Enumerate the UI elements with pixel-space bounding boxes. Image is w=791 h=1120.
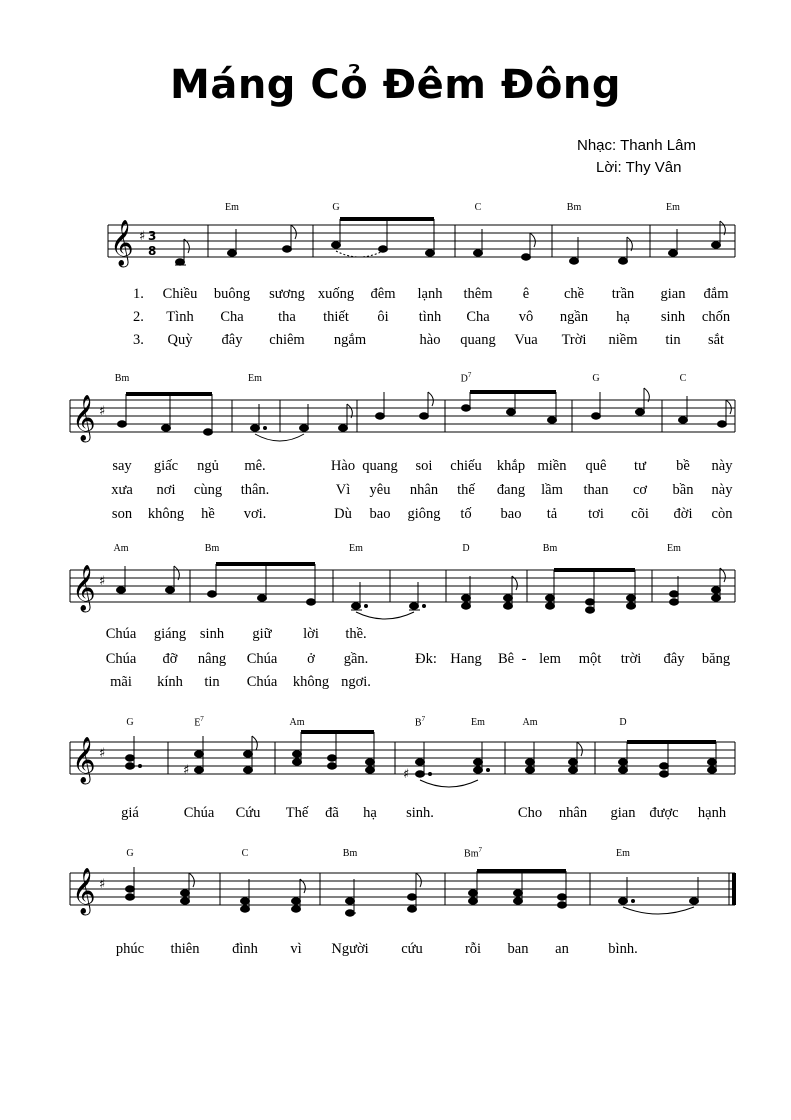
- lyric-syllable: tin: [204, 674, 220, 690]
- lyric-syllable: ôi: [377, 309, 389, 325]
- svg-text:♯: ♯: [139, 229, 146, 244]
- lyric-syllable: vì: [290, 941, 302, 957]
- lyric-syllable: đang: [496, 482, 526, 498]
- lyric-syllable: bề: [676, 458, 690, 474]
- music-credit: Nhạc: Thanh Lâm: [577, 137, 696, 154]
- lyric-syllable: đây: [663, 651, 685, 667]
- lyric-syllable: sinh: [660, 309, 686, 325]
- lyric-syllable: thiết: [323, 309, 349, 325]
- lyric-syllable: Tình: [166, 309, 194, 325]
- chord-symbol: Bm: [566, 202, 582, 213]
- chord-symbol: $E^7$: [194, 715, 204, 729]
- lyric-syllable: gian: [610, 805, 636, 821]
- chord-symbol: D: [462, 543, 470, 554]
- lyric-syllable: Người: [331, 941, 369, 957]
- lyric-syllable: này: [711, 458, 733, 474]
- lyric-syllable: yêu: [369, 482, 391, 498]
- chord-symbol: $D^7$: [460, 371, 472, 385]
- lyric-syllable: soi: [415, 458, 433, 474]
- lyric-syllable: phúc: [115, 941, 145, 957]
- lyric-syllable: Cho: [517, 805, 543, 821]
- lyric-syllable: Bê: [497, 651, 515, 667]
- lyric-syllable: mê.: [244, 458, 266, 474]
- lyric-syllable: Cha: [220, 309, 244, 325]
- lyric-syllable: quang: [460, 332, 496, 348]
- lyric-syllable: đình: [232, 941, 258, 957]
- chord-symbol: G: [332, 202, 340, 213]
- lyric-syllable: bình.: [608, 941, 638, 957]
- lyric-syllable: gian: [660, 286, 686, 302]
- svg-text:♯: ♯: [183, 763, 190, 778]
- chord-symbol: Am: [289, 717, 305, 728]
- lyric-syllable: đêm: [370, 286, 396, 302]
- lyric-syllable: tư: [634, 458, 646, 474]
- svg-text:♯: ♯: [99, 877, 106, 892]
- lyric-syllable: lem: [539, 651, 561, 667]
- lyric-syllable: nhân: [558, 805, 588, 821]
- lyric-syllable: tơi: [588, 506, 604, 522]
- song-title: Máng Cỏ Đêm Đông: [170, 62, 621, 108]
- lyric-syllable: Đk:: [415, 651, 437, 667]
- music-system-5: [0, 843, 791, 973]
- chord-symbol: Bm$^7$: [464, 846, 482, 860]
- lyric-syllable: thân.: [240, 482, 270, 498]
- lyric-syllable: đỡ: [162, 651, 178, 667]
- treble-clef-icon: 𝄞: [72, 737, 96, 783]
- lyric-syllable: cõi: [631, 506, 649, 522]
- lyric-syllable: sương: [269, 286, 305, 302]
- lyric-syllable: Dù: [334, 506, 352, 522]
- lyric-syllable: Chúa: [246, 651, 278, 667]
- chord-symbol: $B^7$: [414, 715, 426, 729]
- lyric-syllable: ngủ: [197, 458, 219, 474]
- lyric-syllable: giữ: [252, 626, 272, 642]
- svg-text:8: 8: [148, 244, 157, 258]
- lyric-syllable: này: [711, 482, 733, 498]
- lyric-syllable: bao: [369, 506, 391, 522]
- lyric-syllable: ban: [507, 941, 529, 957]
- lyric-syllable: nhân: [409, 482, 439, 498]
- lyric-syllable: vơi.: [243, 506, 267, 522]
- lyric-syllable: hạnh: [697, 805, 727, 821]
- svg-text:♯: ♯: [99, 746, 106, 761]
- lyric-syllable: trời: [620, 651, 642, 667]
- lyric-syllable: hạ: [616, 309, 630, 325]
- chord-symbol: D: [619, 717, 627, 728]
- lyric-syllable: tố: [460, 506, 472, 522]
- lyric-syllable: giông: [407, 506, 441, 522]
- lyric-syllable: tình: [418, 309, 442, 325]
- lyric-syllable: rỗi: [464, 941, 482, 957]
- lyric-syllable: ngơi.: [341, 674, 371, 690]
- lyric-syllable: sắt: [707, 332, 725, 348]
- verse-number: 2.: [133, 309, 144, 325]
- lyric-syllable: Hào: [330, 458, 356, 474]
- lyric-syllable: thế: [457, 482, 475, 498]
- lyric-syllable: Hang: [450, 651, 482, 667]
- lyric-syllable: tin: [665, 332, 681, 348]
- lyric-syllable: Chúa: [183, 805, 215, 821]
- lyric-syllable: sinh: [199, 626, 225, 642]
- chord-symbol: Em: [616, 848, 630, 859]
- lyric-syllable: đây: [221, 332, 243, 348]
- lyric-syllable: kính: [157, 674, 183, 690]
- lyric-syllable: xuống: [317, 286, 355, 302]
- lyric-line-verse-3: [0, 332, 791, 352]
- verse-number: 3.: [133, 332, 144, 348]
- lyric-syllable: an: [555, 941, 569, 957]
- lyric-syllable: thêm: [463, 286, 493, 302]
- lyric-syllable: Chúa: [246, 674, 278, 690]
- chord-symbol: Em: [667, 543, 681, 554]
- lyric-syllable: thề.: [345, 626, 367, 642]
- lyric-syllable: khắp: [496, 458, 526, 474]
- lyric-syllable: lạnh: [417, 286, 443, 302]
- lyric-line-verse-1: [0, 941, 791, 961]
- chord-symbol: Em: [666, 202, 680, 213]
- lyric-syllable: hạ: [363, 805, 377, 821]
- lyric-syllable: Quỳ: [167, 332, 193, 348]
- lyric-syllable: tha: [278, 309, 296, 325]
- lyric-syllable: cơ: [632, 482, 648, 498]
- lyric-syllable: Trời: [561, 332, 587, 348]
- lyric-syllable: Cha: [466, 309, 490, 325]
- lyric-syllable: chề: [563, 286, 585, 302]
- lyric-syllable: chốn: [701, 309, 731, 325]
- lyric-syllable: Vì: [335, 482, 351, 498]
- lyric-syllable: niềm: [608, 332, 638, 348]
- chord-symbol: G: [126, 848, 134, 859]
- lyric-syllable: vô: [518, 309, 534, 325]
- lyric-syllable: miền: [537, 458, 567, 474]
- chord-symbol: Em: [248, 373, 262, 384]
- chord-symbol: Bm: [204, 543, 220, 554]
- svg-text:♯: ♯: [99, 404, 106, 419]
- lyric-syllable: ngần: [559, 309, 589, 325]
- lyric-syllable: quang: [362, 458, 398, 474]
- music-system-2: [0, 370, 791, 530]
- music-system-3: [0, 540, 791, 700]
- lyric-syllable: thiên: [170, 941, 200, 957]
- lyric-line-verse-1: [0, 458, 791, 478]
- chord-symbol: Bm: [542, 543, 558, 554]
- lyric-syllable: chiêm: [269, 332, 305, 348]
- svg-text:3: 3: [148, 229, 157, 243]
- treble-clef-icon: 𝄞: [72, 395, 96, 441]
- chord-symbol: C: [241, 848, 249, 859]
- lyric-syllable: lầm: [541, 482, 563, 498]
- lyrics-credit: Lời: Thy Vân: [596, 159, 682, 176]
- lyric-syllable: không: [292, 674, 330, 690]
- lyric-line-verse-1: [0, 286, 791, 306]
- lyric-syllable: son: [111, 506, 133, 522]
- chord-symbol: G: [592, 373, 600, 384]
- lyric-line-verse-3: [0, 506, 791, 526]
- lyric-line-verse-2: [0, 651, 791, 671]
- lyric-syllable: hào: [419, 332, 441, 348]
- chord-symbol: Bm: [114, 373, 130, 384]
- lyric-syllable: đời: [673, 506, 693, 522]
- lyric-syllable: giấc: [153, 458, 179, 474]
- lyric-syllable: trần: [611, 286, 635, 302]
- lyric-line-verse-1: [0, 626, 791, 646]
- lyric-syllable: gần.: [343, 651, 369, 667]
- chord-symbol: Em: [471, 717, 485, 728]
- lyric-syllable: lời: [303, 626, 319, 642]
- music-system-4: [0, 712, 791, 832]
- lyric-syllable: xưa: [111, 482, 133, 498]
- lyric-syllable: Chiều: [162, 286, 198, 302]
- chord-symbol: Am: [113, 543, 129, 554]
- lyric-syllable: giá: [121, 805, 139, 821]
- lyric-syllable: một: [578, 651, 602, 667]
- lyric-syllable: tả: [546, 506, 558, 522]
- lyric-syllable: đã: [325, 805, 339, 821]
- lyric-syllable: Chúa: [105, 626, 137, 642]
- music-system-1: [0, 195, 791, 355]
- lyric-line-verse-3: [0, 674, 791, 694]
- staff-system-5: [0, 843, 791, 933]
- verse-number: 1.: [133, 286, 144, 302]
- lyric-syllable: bần: [672, 482, 694, 498]
- lyric-syllable: chiếu: [450, 458, 482, 474]
- lyric-syllable: hề: [201, 506, 215, 522]
- chord-symbol: Em: [225, 202, 239, 213]
- staff-system-4: [0, 712, 791, 802]
- lyric-syllable: say: [112, 458, 132, 474]
- lyric-syllable: Chúa: [105, 651, 137, 667]
- chord-symbol: C: [474, 202, 482, 213]
- lyric-syllable: đắm: [703, 286, 729, 302]
- chord-symbol: G: [126, 717, 134, 728]
- lyric-syllable: Thế: [285, 805, 309, 821]
- treble-clef-icon: 𝄞: [110, 220, 134, 266]
- svg-text:♯: ♯: [99, 574, 106, 589]
- lyric-syllable: -: [521, 651, 527, 667]
- lyric-line-verse-2: [0, 482, 791, 502]
- lyric-syllable: ngắm: [333, 332, 367, 348]
- lyric-syllable: bao: [500, 506, 522, 522]
- lyric-syllable: cứu: [401, 941, 423, 957]
- svg-text:♯: ♯: [403, 767, 410, 782]
- lyric-syllable: buông: [213, 286, 251, 302]
- chord-symbol: C: [679, 373, 687, 384]
- treble-clef-icon: 𝄞: [72, 565, 96, 611]
- lyric-syllable: than: [583, 482, 609, 498]
- chord-symbol: Am: [522, 717, 538, 728]
- lyric-syllable: cùng: [193, 482, 223, 498]
- lyric-line-verse-2: [0, 309, 791, 329]
- lyric-syllable: Cứu: [235, 805, 261, 821]
- lyric-syllable: nâng: [197, 651, 227, 667]
- treble-clef-icon: 𝄞: [72, 868, 96, 914]
- lyric-syllable: không: [147, 506, 185, 522]
- lyric-syllable: ê: [522, 286, 530, 302]
- lyric-syllable: Vua: [514, 332, 538, 348]
- lyric-syllable: mãi: [110, 674, 132, 690]
- chord-symbol: Em: [349, 543, 363, 554]
- lyric-syllable: được: [649, 805, 679, 821]
- lyric-syllable: nơi: [156, 482, 176, 498]
- lyric-syllable: băng: [701, 651, 731, 667]
- lyric-syllable: giáng: [153, 626, 187, 642]
- lyric-line-verse-1: [0, 805, 791, 825]
- lyric-syllable: quê: [585, 458, 607, 474]
- lyric-syllable: còn: [711, 506, 733, 522]
- lyric-syllable: ở: [307, 651, 315, 667]
- lyric-syllable: sinh.: [406, 805, 434, 821]
- chord-symbol: Bm: [342, 848, 358, 859]
